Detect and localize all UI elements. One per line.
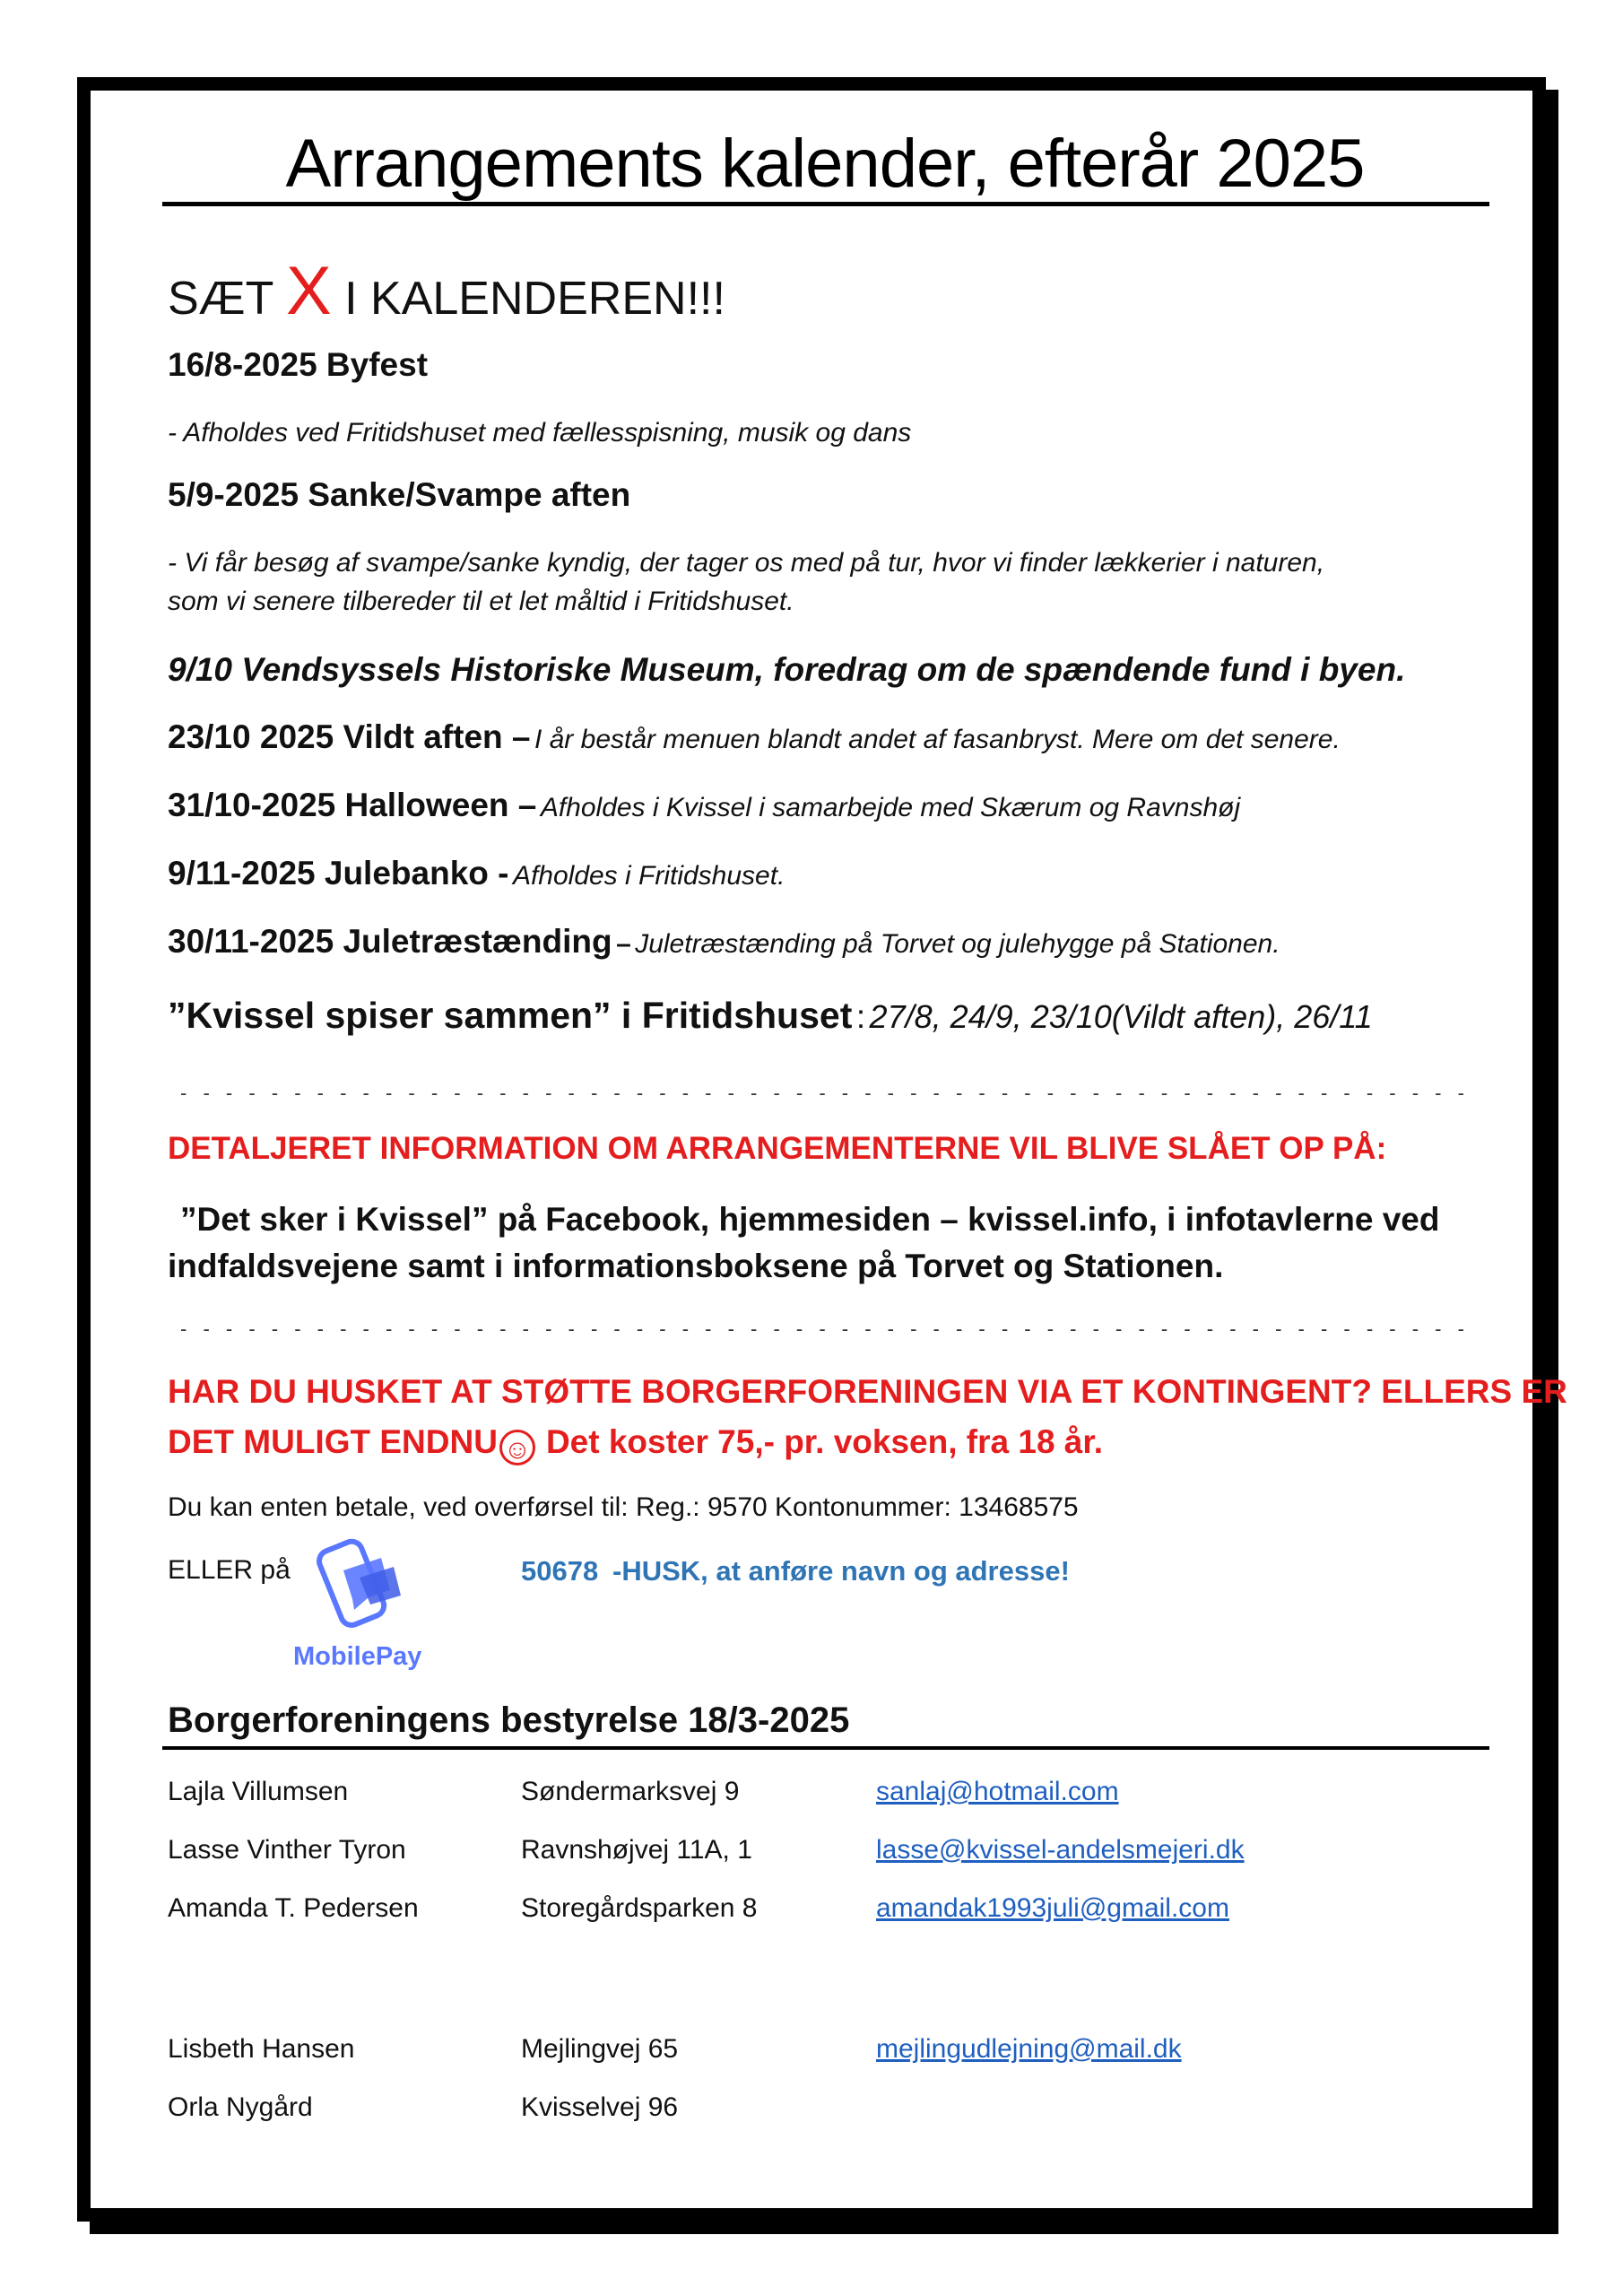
- event-dash: –: [616, 929, 631, 959]
- save-text: SÆT: [168, 273, 273, 325]
- event-line: [168, 855, 785, 892]
- member-name: Amanda T. Pedersen: [168, 1893, 419, 1923]
- member-email-link[interactable]: sanlaj@hotmail.com: [876, 1777, 1119, 1806]
- membership-price: Det koster 75,- pr. voksen, fra 18 år.: [545, 1423, 1104, 1460]
- spiser-colon: :: [855, 998, 866, 1035]
- mobilepay-note: -HUSK, at anføre navn og adresse!: [612, 1555, 1070, 1587]
- info-heading: DETALJERET INFORMATION OM ARRANGEMENTERNE VIL BLIVE SLÅET OP PÅ:: [168, 1131, 1387, 1166]
- title-rule: [162, 202, 1489, 206]
- eller-label: ELLER på: [168, 1555, 291, 1585]
- smiley-icon: ☺: [499, 1430, 535, 1465]
- member-email-link[interactable]: amandak1993juli@gmail.com: [876, 1893, 1229, 1923]
- calendar-text: I KALENDEREN!!!: [344, 273, 725, 325]
- member-address: Kvisselvej 96: [521, 2092, 679, 2122]
- flyer-frame: [77, 77, 1567, 2222]
- transfer-info: Du kan enten betale, ved overførsel til: Reg.: 9570 Kontonummer: 13468575: [168, 1492, 1079, 1522]
- member-name: Lasse Vinther Tyron: [168, 1835, 406, 1865]
- event-desc: Afholdes i Kvissel i samarbejde med Skærum og Ravnshøj: [540, 793, 1241, 822]
- page-title: Arrangements kalender, efterår 2025: [285, 126, 1365, 202]
- event-desc: - Afholdes ved Fritidshuset med fællesspisning, musik og dans: [168, 418, 912, 448]
- save-the-date-heading: [168, 252, 725, 330]
- info-line: indfaldsvejene samt i informationsboksene på Torvet og Stationen.: [168, 1248, 1224, 1284]
- divider: - - - - - - - - - - - - - - - - - - - - - - - - - - - - - - - - - - - - - - - - - - - - - - - - - - - - - - - - -: [180, 1082, 1470, 1104]
- board-heading: Borgerforeningens bestyrelse 18/3-2025: [168, 1700, 850, 1740]
- event-line: [168, 787, 1240, 824]
- member-email-link[interactable]: lasse@kvissel-andelsmejeri.dk: [876, 1835, 1245, 1865]
- event-line: [168, 718, 1341, 756]
- spiser-dates: 27/8, 24/9, 23/10(Vildt aften), 26/11: [869, 998, 1373, 1035]
- event-title: 5/9-2025 Sanke/Svampe aften: [168, 476, 631, 513]
- event-desc: Juletræstænding på Torvet og julehygge på Stationen.: [635, 929, 1280, 959]
- mobilepay-logo: [288, 1531, 467, 1682]
- member-address: Ravnshøjvej 11A, 1: [521, 1835, 752, 1865]
- member-name: Lajla Villumsen: [168, 1777, 349, 1806]
- event-title: 16/8-2025 Byfest: [168, 346, 429, 383]
- member-address: Storegårdsparken 8: [521, 1893, 758, 1923]
- event-title: 23/10 2025 Vildt aften –: [168, 718, 531, 755]
- membership-line: [168, 1423, 1103, 1465]
- divider: - - - - - - - - - - - - - - - - - - - - - - - - - - - - - - - - - - - - - - - - - - - - - - - - - - - - - - - - -: [180, 1318, 1470, 1340]
- board-rule: [162, 1746, 1489, 1750]
- event-desc: - Vi får besøg af svampe/sanke kyndig, der tager os med på tur, hvor vi finder lækkerier i naturen,: [168, 548, 1325, 578]
- member-name: Orla Nygård: [168, 2092, 313, 2122]
- mobilepay-number: 50678: [521, 1555, 599, 1587]
- event-desc: Afholdes i Fritidshuset.: [512, 861, 785, 891]
- event-title: 30/11-2025 Juletræstænding: [168, 923, 612, 960]
- event-desc: I år består menuen blandt andet af fasanbryst. Mere om det senere.: [534, 725, 1341, 754]
- event-title: 31/10-2025 Halloween –: [168, 787, 537, 823]
- membership-line: HAR DU HUSKET AT STØTTE BORGERFORENINGEN VIA ET KONTINGENT? ELLERS ER: [168, 1373, 1567, 1410]
- spiser-sammen-line: [168, 995, 1373, 1037]
- membership-text: DET MULIGT ENDNU: [168, 1423, 498, 1460]
- member-address: Søndermarksvej 9: [521, 1777, 740, 1806]
- spiser-label: ”Kvissel spiser sammen” i Fritidshuset: [168, 995, 853, 1036]
- member-email-link[interactable]: mejlingudlejning@mail.dk: [876, 2034, 1182, 2064]
- event-title: 9/10 Vendsyssels Historiske Museum, foredrag om de spændende fund i byen.: [168, 651, 1406, 688]
- event-title: 9/11-2025 Julebanko -: [168, 855, 509, 891]
- x-mark: X: [285, 253, 332, 329]
- event-line: [168, 923, 1280, 961]
- mobilepay-brand: MobilePay: [293, 1642, 422, 1671]
- info-line: ”Det sker i Kvissel” på Facebook, hjemmesiden – kvissel.info, i infotavlerne ved: [180, 1201, 1440, 1238]
- member-address: Mejlingvej 65: [521, 2034, 679, 2064]
- member-name: Lisbeth Hansen: [168, 2034, 355, 2064]
- event-desc: som vi senere tilbereder til et let måltid i Fritidshuset.: [168, 587, 794, 616]
